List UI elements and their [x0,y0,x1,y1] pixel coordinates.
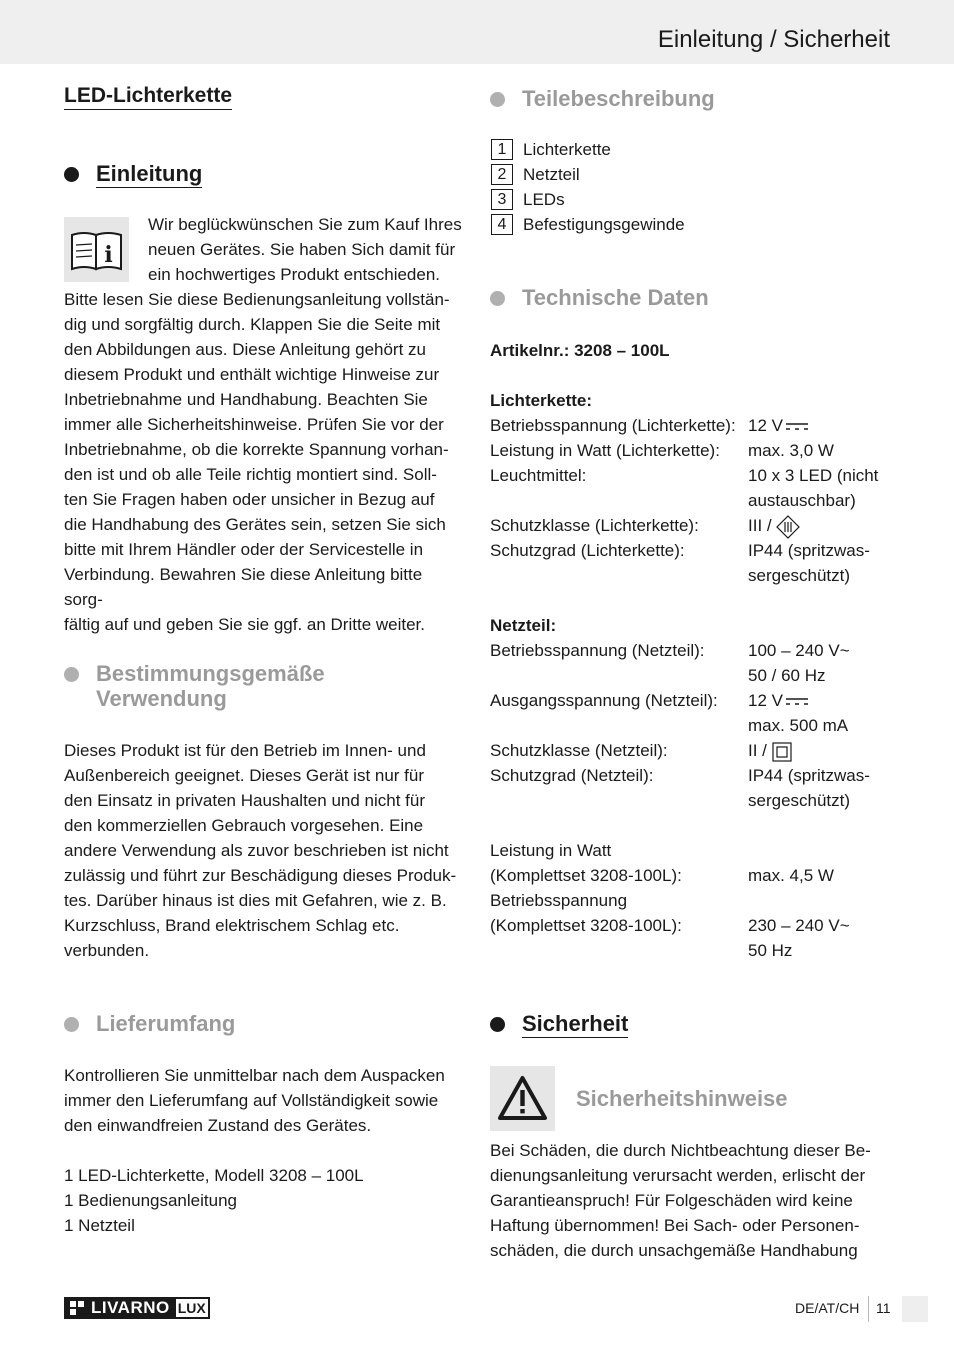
info-book-icon [64,217,129,282]
einleitung-intro-lines: Wir beglückwünschen Sie zum Kauf Ihres neuen Gerätes. Sie haben Sich damit für ein hochwertiges Produkt entschieden. [148,215,462,284]
spec-label: Betriebsspannung (Netzteil): [490,641,705,660]
spec-value: 100 – 240 V~ 50 / 60 Hz [748,641,850,685]
spec-value: III / [748,513,800,539]
footer-divider [868,1296,869,1322]
spec-value: max. 4,5 W [748,866,834,885]
spec-label: Betriebsspannung (Komplettset 3208-100L): [490,891,682,935]
footer-tab-marker [902,1296,928,1322]
heading-sicherheitshinweise: Sicherheitshinweise [576,1086,788,1111]
bullet-icon [64,667,79,682]
page-header-title: Einleitung / Sicherheit [657,26,890,53]
protection-class-2-icon [772,742,792,762]
protection-class-3-icon [776,515,800,539]
bullet-icon [64,167,79,182]
artikel-number: Artikelnr.: 3208 – 100L [490,341,670,360]
part-label: Netzteil [523,165,580,184]
list-item: 1 Netzteil [64,1216,135,1235]
logo-mark-icon [70,1301,86,1315]
bullet-icon [490,92,505,107]
part-label: Befestigungsgewinde [523,215,685,234]
product-title: LED-Lichterkette [64,84,232,110]
part-number-box: 1 [491,139,513,160]
bullet-icon [490,1017,505,1032]
einleitung-paragraph: Bitte lesen Sie diese Bedienungsanleitung vollstän- dig und sorgfältig durch. Klappen Sie die Seite mit den Abbildungen aus. Diese Anleitung gehört zu diesem Produkt und enthält wichtige Hinweise zur Inbetriebnahme und Handhabung. Beachten Sie immer alle Sicherheitshinweise. Prüfen Sie vor der Inbetriebnahme, ob die korrekte Spannung vorhan- den ist und ob alle Teile richtig montiert sind. Soll- ten Sie Fragen haben oder unsicher in Bezug auf die Handhabung des Gerätes sein, setzen Sie sich bitte mit Ihrem Händler oder der Servicestelle in Verbindung. Bewahren Sie diese Anleitung bitte sorg- fältig auf und geben Sie sie ggf. an Dritte weiter. [64,290,450,634]
lieferumfang-list [64,1163,464,1238]
lichterkette-subheading: Lichterkette: [490,391,593,410]
part-number-box: 4 [491,214,513,235]
spec-label: Leuchtmittel: [490,466,587,485]
dc-symbol-icon [785,697,809,707]
spec-value: 230 – 240 V~ 50 Hz [748,916,850,960]
part-label: Lichterkette [523,140,611,159]
spec-value: max. 3,0 W [748,441,834,460]
spec-label: Schutzklasse (Lichterkette): [490,516,699,535]
sicherheit-paragraph: Bei Schäden, die durch Nichtbeachtung dieser Be- dienungsanleitung verursacht werden, erlischt der Garantieanspruch! Für Folgeschäden wird keine Haftung übernommen! Bei Sach- oder Personen- schäden, die durch unsachgemäße Handhabung [490,1141,871,1260]
list-item: 1 LED-Lichterkette, Modell 3208 – 100L [64,1166,364,1185]
bestimmung-paragraph: Dieses Produkt ist für den Betrieb im Innen- und Außenbereich geeignet. Dieses Gerät ist nur für den Einsatz in privaten Haushalten und nicht für den kommerziellen Gebrauch vorgesehen. Eine andere Verwendung als zuvor beschrieben ist nicht zulässig und führt zur Beschädigung dieses Produk- tes. Darüber hinaus ist dies mit Gefahren, wie z. B. Kurzschluss, Brand elektrischem Schlag etc. verbunden. [64,741,457,960]
spec-value: IP44 (spritzwas- sergeschützt) [748,541,870,585]
spec-label: Schutzgrad (Lichterkette): [490,541,685,560]
logo-suffix: LUX [174,1297,210,1319]
page-number: 11 [876,1300,891,1316]
dc-symbol-icon [785,422,809,432]
spec-label: Leistung in Watt (Komplettset 3208-100L): [490,841,682,885]
part-number-box: 3 [491,189,513,210]
spec-label: Schutzklasse (Netzteil): [490,741,668,760]
spec-label: Betriebsspannung (Lichterkette): [490,416,736,435]
warning-triangle-icon [490,1066,555,1131]
spec-label: Ausgangsspannung (Netzteil): [490,691,718,710]
spec-value: 12 V max. 500 mA [748,691,849,735]
lieferumfang-paragraph: Kontrollieren Sie unmittelbar nach dem Auspacken immer den Lieferumfang auf Vollständigkeit sowie den einwandfreien Zustand des Gerätes. [64,1066,445,1135]
bullet-icon [64,1017,79,1032]
spec-value: II / [748,738,792,763]
bullet-icon [490,291,505,306]
livarno-lux-logo [64,1297,210,1319]
spec-label: Schutzgrad (Netzteil): [490,766,654,785]
svg-text:i: i [104,242,113,268]
spec-value: 10 x 3 LED (nicht austauschbar) [748,466,879,510]
spec-label: Leistung in Watt (Lichterkette): [490,441,720,460]
list-item: 1 Bedienungsanleitung [64,1191,237,1210]
footer-language: DE/AT/CH [795,1300,860,1316]
netzteil-subheading: Netzteil: [490,616,557,635]
logo-brand: LIVARNO [64,1297,174,1319]
part-number-box: 2 [491,164,513,185]
spec-value: IP44 (spritzwas- sergeschützt) [748,766,870,810]
part-label: LEDs [523,190,565,209]
spec-value: 12 V [748,413,809,438]
